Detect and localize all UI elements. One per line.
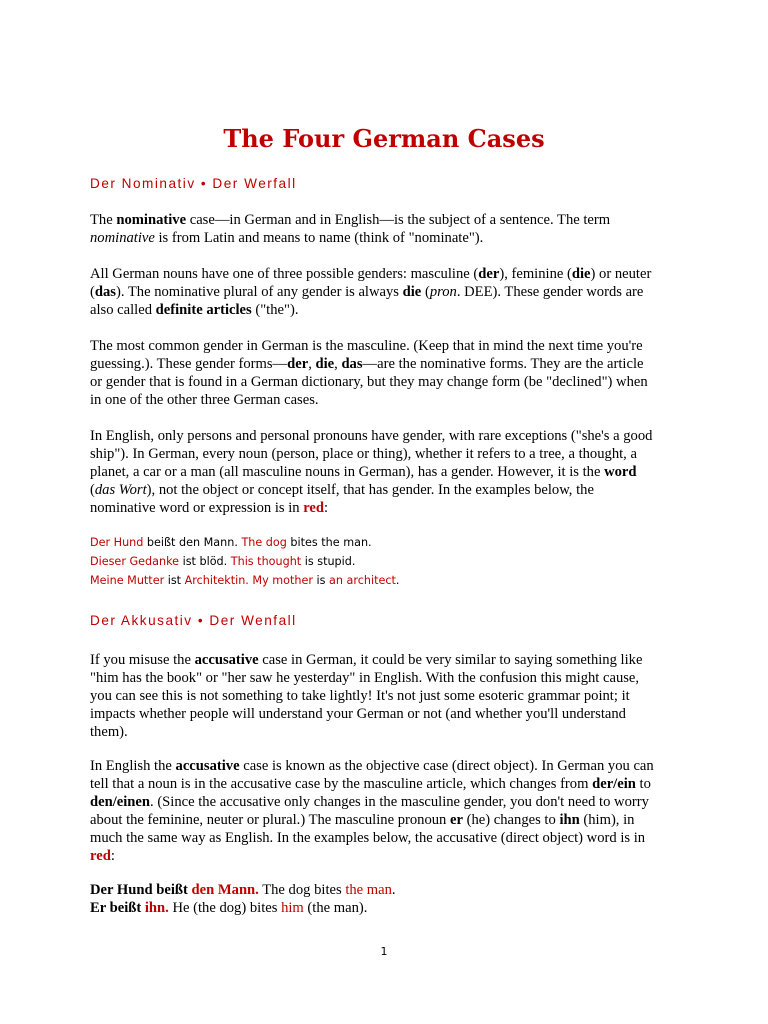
paragraph-accusative-intro bbox=[90, 651, 680, 741]
text-line: planet, a car or a man (all masculine nouns in German), has a gender. However, it is the word bbox=[90, 464, 637, 480]
text-line: tell that a noun is in the accusative case by the masculine article, which changes from der/ein to bbox=[90, 776, 651, 792]
text-line: them). bbox=[90, 724, 128, 740]
page-title: The Four German Cases bbox=[223, 124, 545, 153]
text-line: or gender that is found in a German dictionary, but they may change form (be "declined") when bbox=[90, 374, 648, 390]
text-line: All German nouns have one of three possible genders: masculine (der), feminine (die) or neuter bbox=[90, 266, 652, 282]
section-heading-akkusativ: Der Akkusativ • Der Wenfall bbox=[90, 613, 297, 628]
page-number: 1 bbox=[380, 945, 388, 958]
paragraph-genders bbox=[90, 265, 680, 319]
example-line: Er beißt ihn. He (the dog) bites him (the man). bbox=[90, 900, 368, 916]
text-line: guessing.). These gender forms—der, die, das—are the nominative forms. They are the article bbox=[90, 356, 644, 372]
paragraph-masculine bbox=[90, 337, 680, 409]
text-line: (das Wort), not the object or concept itself, that has gender. In the examples below, the bbox=[90, 482, 594, 498]
text-line: impacts whether people will understand your German or not (and whether you'll understand bbox=[90, 706, 626, 722]
text-line: you can see this is not something to take lightly! It's not just some esoteric grammar point; it bbox=[90, 688, 630, 704]
text-line: about the feminine, neuter or plural.) The masculine pronoun er (he) changes to ihn (him), in bbox=[90, 812, 635, 828]
text-line: (das). The nominative plural of any gender is always die (pron. DEE). These gender words are bbox=[90, 284, 644, 300]
text-line: If you misuse the accusative case in German, it could be very similar to saying something like bbox=[90, 652, 643, 668]
accusative-examples bbox=[90, 881, 396, 917]
nominative-examples bbox=[90, 533, 399, 590]
text-line: In English, only persons and personal pronouns have gender, with rare exceptions ("she's a good bbox=[90, 428, 653, 444]
paragraph-english-gender bbox=[90, 427, 680, 517]
text-line: also called definite articles ("the"). bbox=[90, 302, 299, 318]
example-line: Meine Mutter ist Architektin. My mother is an architect. bbox=[90, 574, 400, 587]
text-line: The most common gender in German is the masculine. (Keep that in mind the next time you're bbox=[90, 338, 643, 354]
paragraph-objective-case bbox=[90, 757, 680, 865]
text-line: The nominative case—in German and in English—is the subject of a sentence. The term bbox=[90, 212, 611, 228]
example-line: Der Hund beißt den Mann. The dog bites the man. bbox=[90, 882, 396, 898]
paragraph-nominative-intro bbox=[90, 211, 680, 247]
text-line: den/einen. (Since the accusative only changes in the masculine gender, you don't need to worry bbox=[90, 794, 649, 810]
text-line: "him has the book" or "her saw he yesterday" in English. With the confusion this might cause, bbox=[90, 670, 640, 686]
text-line: red: bbox=[90, 848, 115, 864]
section-heading-nominativ: Der Nominativ • Der Werfall bbox=[90, 176, 297, 191]
text-line: nominative word or expression is in red: bbox=[90, 500, 329, 516]
example-line: Dieser Gedanke ist blöd. This thought is stupid. bbox=[90, 555, 356, 568]
text-line: nominative is from Latin and means to name (think of "nominate"). bbox=[90, 230, 484, 246]
text-line: much the same way as English. In the examples below, the accusative (direct object) word is in bbox=[90, 830, 646, 846]
text-line: in one of the other three German cases. bbox=[90, 392, 319, 408]
text-line: ship"). In German, every noun (person, place or thing), whether it refers to a tree, a thought, a bbox=[90, 446, 637, 462]
example-line: Der Hund beißt den Mann. The dog bites the man. bbox=[90, 536, 372, 549]
text-line: In English the accusative case is known as the objective case (direct object). In German you can bbox=[90, 758, 654, 774]
